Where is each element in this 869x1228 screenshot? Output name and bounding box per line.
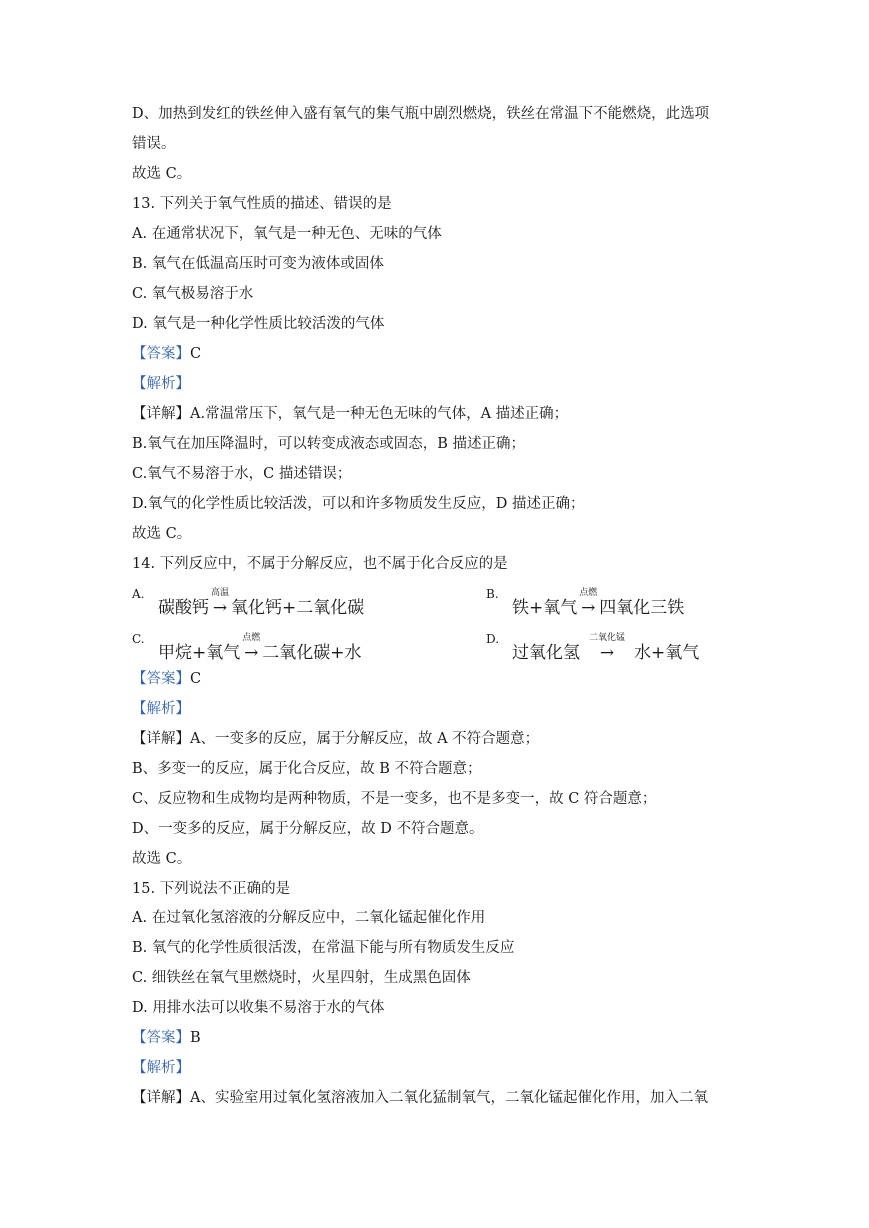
- reactants: 甲烷+氧气: [158, 643, 241, 663]
- analysis-15-tag: [132, 1058, 752, 1078]
- reactants: 铁+氧气: [512, 598, 578, 618]
- detail-text: A、一变多的反应，属于分解反应，故 A 不符合题意；: [190, 731, 540, 747]
- reaction-condition: 二氧化锰: [588, 633, 626, 643]
- answer-tag: 【答案】: [132, 671, 190, 687]
- reaction-condition: 点燃: [579, 588, 598, 598]
- option-letter: B.: [486, 587, 499, 601]
- reaction-arrow: [580, 633, 634, 663]
- answer-14: [132, 669, 752, 689]
- detail-13-d: D.氧气的化学性质比较活泼，可以和许多物质发生反应，D 描述正确；: [132, 496, 585, 512]
- detail-14-c: C、反应物和生成物均是两种物质，不是一变多，也不是多变一，故 C 符合题意；: [132, 791, 657, 807]
- arrow-icon: →: [212, 598, 228, 618]
- answer-value: C: [190, 671, 202, 687]
- equation: [512, 633, 700, 663]
- option-letter: C.: [132, 632, 145, 646]
- detail-14-b: B、多变一的反应，属于化合反应，故 B 不符合题意；: [132, 761, 482, 777]
- answer-15: [132, 1028, 752, 1048]
- detail-13-c: C.氧气不易溶于水，C 描述错误；: [132, 466, 352, 482]
- detail-14-a: [132, 729, 752, 749]
- analysis-tag: 【解析】: [132, 376, 190, 392]
- reaction-condition: 点燃: [242, 633, 261, 643]
- option-13-c: C. 氧气极易溶于水: [132, 286, 254, 302]
- equation: [158, 588, 365, 618]
- arrow-icon: →: [599, 643, 615, 663]
- analysis-14-tag: [132, 699, 752, 719]
- answer-tag: 【答案】: [132, 1030, 190, 1046]
- reactants: 碳酸钙: [158, 598, 209, 618]
- option-13-d: D. 氧气是一种化学性质比较活泼的气体: [132, 316, 385, 332]
- answer-value: C: [190, 346, 202, 362]
- answer-13: [132, 344, 752, 364]
- detail-13-b: B.氧气在加压降温时，可以转变成液态或固态，B 描述正确；: [132, 436, 526, 452]
- detail-13-a: [132, 404, 752, 424]
- option-13-a: A. 在通常状况下，氧气是一种无色、无味的气体: [132, 226, 442, 242]
- text-line: D、加热到发红的铁丝伸入盛有氧气的集气瓶中剧烈燃烧，铁丝在常温下不能燃烧，此选项: [132, 106, 710, 122]
- reaction-condition: 高温: [210, 588, 230, 598]
- detail-tag: 【详解】: [132, 406, 190, 422]
- reactants: 过氧化氢: [512, 643, 580, 663]
- answer-value: B: [190, 1030, 201, 1046]
- option-15-c: C. 细铁丝在氧气里燃烧时，火星四射，生成黑色固体: [132, 970, 471, 986]
- detail-text: A、实验室用过氧化氢溶液加入二氧化猛制氧气，二氧化锰起催化作用，加入二氧: [190, 1090, 708, 1106]
- select-14: 故选 C。: [132, 851, 192, 867]
- text-line: 故选 C。: [132, 166, 192, 182]
- products: 二氧化碳+水: [262, 643, 362, 663]
- analysis-13-tag: [132, 374, 752, 394]
- analysis-tag: 【解析】: [132, 1060, 190, 1076]
- products: 水+氧气: [634, 643, 700, 663]
- reaction-arrow: [240, 633, 262, 663]
- option-letter: D.: [486, 632, 500, 646]
- detail-text: A.常温常压下，氧气是一种无色无味的气体，A 描述正确；: [190, 406, 569, 422]
- question-15: 15. 下列说法不正确的是: [132, 881, 291, 897]
- reaction-arrow: [577, 588, 599, 618]
- select-13: 故选 C。: [132, 526, 192, 542]
- detail-15-a: [132, 1088, 752, 1108]
- products: 四氧化三铁: [599, 598, 685, 618]
- equation: [158, 633, 362, 663]
- reaction-arrow: [209, 588, 231, 618]
- question-14: 14. 下列反应中，不属于分解反应，也不属于化合反应的是: [132, 556, 508, 572]
- option-15-d: D. 用排水法可以收集不易溶于水的气体: [132, 1000, 385, 1016]
- analysis-tag: 【解析】: [132, 701, 190, 717]
- detail-tag: 【详解】: [132, 1090, 190, 1106]
- option-15-b: B. 氧气的化学性质很活泼，在常温下能与所有物质发生反应: [132, 940, 515, 956]
- detail-14-d: D、一变多的反应，属于分解反应，故 D 不符合题意。: [132, 821, 484, 837]
- equation: [512, 588, 685, 618]
- text-line: 错误。: [132, 136, 176, 152]
- detail-tag: 【详解】: [132, 731, 190, 747]
- products: 氧化钙+二氧化碳: [231, 598, 365, 618]
- option-13-b: B. 氧气在低温高压时可变为液体或固体: [132, 256, 384, 272]
- option-letter: A.: [132, 587, 145, 601]
- question-13: 13. 下列关于氧气性质的描述、错误的是: [132, 196, 392, 212]
- arrow-icon: →: [244, 643, 259, 663]
- answer-tag: 【答案】: [132, 346, 190, 362]
- arrow-icon: →: [581, 598, 596, 618]
- option-15-a: A. 在过氧化氢溶液的分解反应中，二氧化锰起催化作用: [132, 910, 486, 926]
